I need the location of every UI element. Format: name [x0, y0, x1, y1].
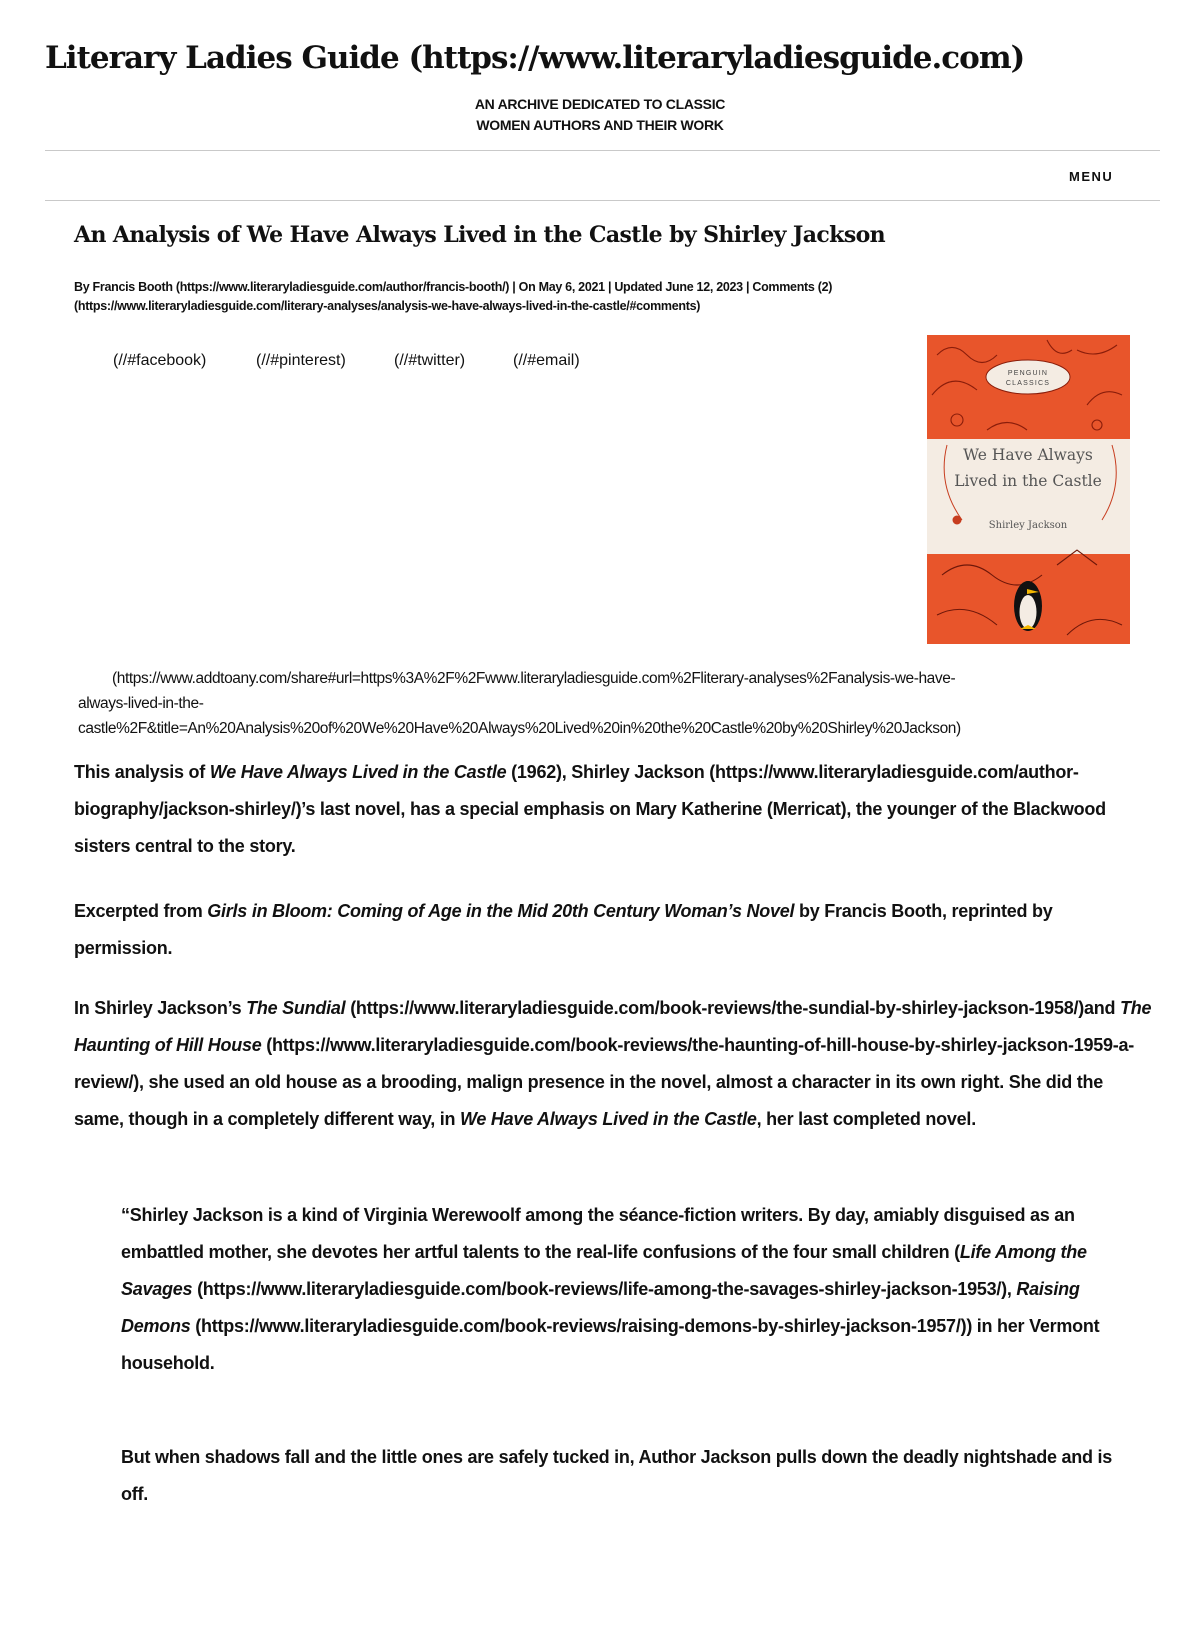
paragraph-houses-text-4: , her last completed novel. — [756, 1109, 976, 1129]
paragraph-intro — [74, 754, 1154, 865]
book-title-hill-house: The Haunting of Hill House — [74, 998, 1152, 1055]
penguin-logo-icon — [1014, 581, 1042, 631]
site-tagline — [0, 94, 1200, 136]
tagline-line-2: WOMEN AUTHORS AND THEIR WORK — [476, 117, 724, 133]
blockquote-part-1 — [121, 1197, 1143, 1382]
paragraph-intro-text-1: This analysis of — [74, 762, 210, 782]
quote-text-1: “Shirley Jackson is a kind of Virginia Werewoolf among the séance-fiction writers. By day, amiably disguised as an embattled mother, she devotes her artful talents to the real-life confusions of the four small children ( — [121, 1205, 1075, 1262]
book-cover-image — [927, 335, 1130, 644]
quote-text-2: (https://www.literaryladiesguide.com/book-reviews/life-among-the-savages-shirley-jackson-1953/), — [192, 1279, 1017, 1299]
addtoany-line-2[interactable]: always-lived-in-the- — [78, 695, 204, 712]
book-title-sundial: The Sundial — [246, 998, 346, 1018]
cover-publisher-line-1: PENGUIN — [1007, 370, 1049, 377]
addtoany-line-3[interactable]: castle%2F&title=An%20Analysis%20of%20We%20Have%20Always%20Lived%20in%20the%20Castle%20by%20Shirley%20Jackson) — [78, 720, 961, 737]
meta-byline[interactable]: By Francis Booth (https://www.literaryladiesguide.com/author/francis-booth/) | On May 6, 2021 | Updated June 12, 2023 | Comments (2) — [74, 280, 833, 294]
book-title-raising-demons: Raising Demons — [121, 1279, 1080, 1336]
tagline-line-1: AN ARCHIVE DEDICATED TO CLASSIC — [474, 96, 726, 112]
blockquote-part-2: But when shadows fall and the little ones are safely tucked in, Author Jackson pulls down the deadly nightshade and is off. — [121, 1447, 1113, 1504]
site-title[interactable]: Literary Ladies Guide (https://www.literaryladiesguide.com) — [45, 40, 1025, 76]
share-twitter-link[interactable]: (//#twitter) — [394, 352, 466, 369]
book-title-castle: We Have Always Lived in the Castle — [209, 762, 507, 782]
paragraph-excerpt-note — [74, 893, 1154, 967]
paragraph-houses-text-1: In Shirley Jackson’s — [74, 998, 247, 1018]
menu-button[interactable]: MENU — [1069, 169, 1114, 184]
book-title-savages: Life Among the Savages — [121, 1242, 1087, 1299]
addtoany-share-link[interactable] — [78, 666, 1188, 741]
header-divider-bottom — [45, 200, 1160, 201]
meta-comments-link[interactable]: (https://www.literaryladiesguide.com/literary-analyses/analysis-we-have-always-lived-in-the-castle/#comments) — [74, 299, 701, 313]
paragraph-intro-text-2: (1962), Shirley Jackson (https://www.literaryladiesguide.com/author-biography/jackson-shirley/)’s last novel, has a special emphasis on Mary Katherine (Merricat), the younger of the Blackwood sisters central to the story. — [74, 762, 1106, 856]
article-meta — [74, 278, 1124, 316]
cover-author: Shirley Jackson — [988, 520, 1068, 531]
article-title: An Analysis of We Have Always Lived in the Castle by Shirley Jackson — [74, 222, 886, 248]
header-divider-top — [45, 150, 1160, 151]
share-facebook-link[interactable]: (//#facebook) — [113, 352, 207, 369]
cover-publisher-line-2: CLASSICS — [1005, 380, 1051, 387]
cover-title-line-1: We Have Always — [963, 446, 1093, 464]
cover-publisher-badge — [986, 360, 1070, 394]
paragraph-houses-text-3: (https://www.literaryladiesguide.com/book-reviews/the-haunting-of-hill-house-by-shirley-jackson-1959-a-review/), she used an old house as a brooding, malign presence in the novel, almost a character in its own right. She did the same, though in a completely different way, in — [74, 1035, 1134, 1129]
quote-text-3: (https://www.literaryladiesguide.com/book-reviews/raising-demons-by-shirley-jackson-1957/)) in her Vermont household. — [121, 1316, 1100, 1373]
share-pinterest-link[interactable]: (//#pinterest) — [256, 352, 346, 369]
addtoany-line-1[interactable]: (https://www.addtoany.com/share#url=https%3A%2F%2Fwww.literaryladiesguide.com%2Fliterary-analyses%2Fanalysis-we-have- — [112, 670, 956, 687]
paragraph-excerpt-text-2: by Francis Booth, reprinted by permission. — [74, 901, 1053, 958]
book-title-castle-2: We Have Always Lived in the Castle — [460, 1109, 757, 1129]
book-title-girls-in-bloom: Girls in Bloom: Coming of Age in the Mid 20th Century Woman’s Novel — [207, 901, 795, 921]
paragraph-excerpt-text-1: Excerpted from — [74, 901, 208, 921]
paragraph-houses — [74, 990, 1154, 1138]
share-email-link[interactable]: (//#email) — [513, 352, 580, 369]
cover-title-line-2: Lived in the Castle — [954, 472, 1102, 490]
paragraph-houses-text-2: (https://www.literaryladiesguide.com/book-reviews/the-sundial-by-shirley-jackson-1958/)and — [345, 998, 1120, 1018]
